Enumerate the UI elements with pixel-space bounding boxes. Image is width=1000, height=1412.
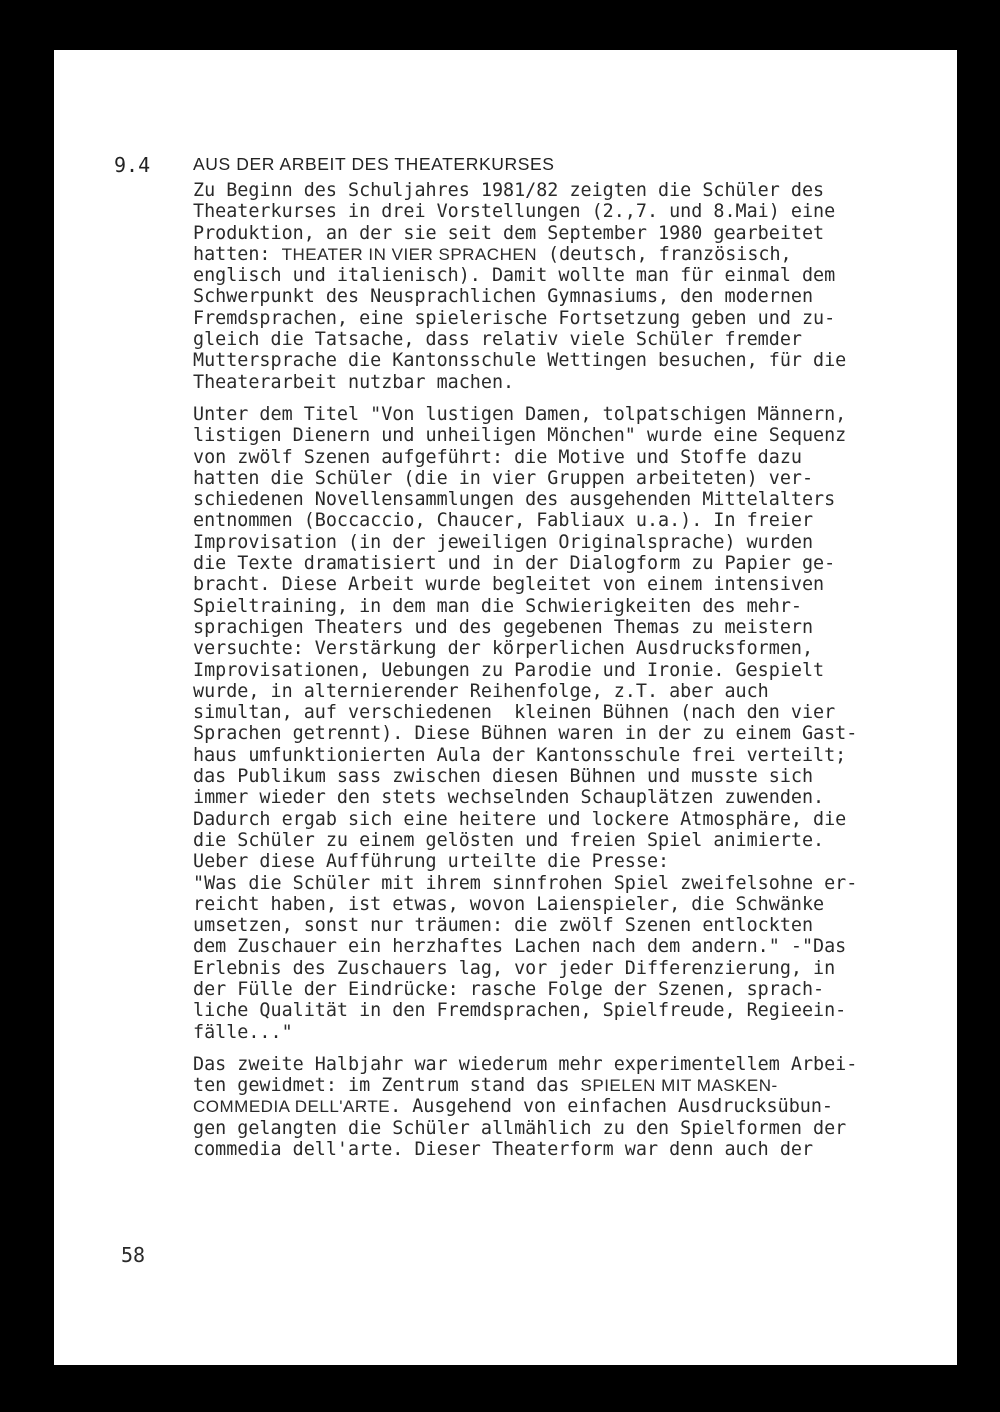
paragraph <box>193 404 963 1043</box>
text-segment: Produktion, an der sie seit dem September 1980 gearbeitet <box>193 222 825 244</box>
text-line <box>193 702 963 723</box>
text-segment: Schwerpunkt des Neusprachlichen Gymnasiums, den modernen <box>193 286 814 308</box>
text-line <box>193 489 963 510</box>
text-segment: listigen Dienern und unheiligen Mönchen" wurde eine Sequenz <box>193 425 847 447</box>
text-line <box>193 915 963 936</box>
text-segment: Muttersprache die Kantonsschule Wettingen besuchen, für die <box>193 350 847 372</box>
text-segment: Ueber diese Aufführung urteilte die Presse: <box>193 851 670 873</box>
text-line <box>193 286 963 307</box>
section-title: AUS DER ARBEIT DES THEATERKURSES <box>193 154 555 174</box>
text-line <box>193 425 963 446</box>
text-segment: (deutsch, französisch, <box>536 243 792 265</box>
page-number: 58 <box>121 1243 146 1267</box>
text-line <box>193 1022 963 1043</box>
text-segment: haus umfunktionierten Aula der Kantonsschule frei verteilt; <box>193 744 847 766</box>
text-line <box>193 265 963 286</box>
text-segment: Dadurch ergab sich eine heitere und lockere Atmosphäre, die <box>193 808 847 830</box>
text-segment: Zu Beginn des Schuljahres 1981/82 zeigten die Schüler des <box>193 180 825 201</box>
paragraph-gap <box>193 1043 963 1054</box>
text-line <box>193 329 963 350</box>
text-segment: versuchte: Verstärkung der körperlichen Ausdrucksformen, <box>193 638 814 660</box>
text-segment: Das zweite Halbjahr war wiederum mehr experimentellem Arbei- <box>193 1053 858 1075</box>
text-segment: gen gelangten die Schüler allmählich zu den Spielformen der <box>193 1117 847 1139</box>
text-segment: Improvisationen, Uebungen zu Parodie und Ironie. Gespielt <box>193 659 825 681</box>
text-segment: immer wieder den stets wechselnden Schauplätzen zuwenden. <box>193 787 825 809</box>
text-segment: Fremdsprachen, eine spielerische Fortsetzung geben und zu- <box>193 307 836 329</box>
text-segment: liche Qualität in den Fremdsprachen, Spielfreude, Regieein- <box>193 1000 847 1022</box>
text-segment: "Was die Schüler mit ihrem sinnfrohen Spiel zweifelsohne er- <box>193 872 858 894</box>
text-line <box>193 404 963 425</box>
text-segment: Theaterkurses in drei Vorstellungen (2.,7. und 8.Mai) eine <box>193 201 836 223</box>
text-line <box>193 468 963 489</box>
text-segment: gleich die Tatsache, dass relativ viele Schüler fremder <box>193 329 802 351</box>
text-segment: die Texte dramatisiert und in der Dialogform zu Papier ge- <box>193 553 836 575</box>
text-segment: Theaterarbeit nutzbar machen. <box>193 371 515 393</box>
text-line <box>193 873 963 894</box>
text-line <box>193 936 963 957</box>
section-number: 9.4 <box>114 153 151 177</box>
text-segment: hatten die Schüler (die in vier Gruppen arbeiteten) ver- <box>193 467 814 489</box>
text-line <box>193 447 963 468</box>
paragraph <box>193 1054 963 1160</box>
text-line <box>193 1000 963 1021</box>
text-line <box>193 766 963 787</box>
text-segment: von zwölf Szenen aufgeführt: die Motive und Stoffe dazu <box>193 446 802 468</box>
text-line <box>193 617 963 638</box>
text-segment: englisch und italienisch). Damit wollte man für einmal dem <box>193 265 836 287</box>
text-segment: simultan, auf verschiedenen kleinen Bühnen (nach den vier <box>193 702 836 724</box>
text-segment: Unter dem Titel "Von lustigen Damen, tolpatschigen Männern, <box>193 403 847 425</box>
text-line <box>193 894 963 915</box>
text-line <box>193 723 963 744</box>
emphasis-caps: THEATER IN VIER SPRACHEN <box>281 244 537 264</box>
text-line <box>193 979 963 1000</box>
text-line <box>193 1075 963 1096</box>
text-segment: reicht haben, ist etwas, wovon Laienspieler, die Schwänke <box>193 893 825 915</box>
text-line <box>193 681 963 702</box>
text-line <box>193 350 963 371</box>
text-line <box>193 638 963 659</box>
text-segment: sprachigen Theaters und des gegebenen Themas zu meistern <box>193 616 814 638</box>
text-line <box>193 574 963 595</box>
text-line <box>193 958 963 979</box>
paragraph-gap <box>193 393 963 404</box>
text-segment: fälle..." <box>193 1021 293 1043</box>
text-line <box>193 1054 963 1075</box>
document-page <box>54 50 957 1365</box>
text-line <box>193 1118 963 1139</box>
text-segment: . Ausgehend von einfachen Ausdrucksübun- <box>390 1096 833 1118</box>
paragraph <box>193 180 963 393</box>
emphasis-caps: SPIELEN MIT MASKEN- <box>580 1076 778 1096</box>
text-line <box>193 180 963 201</box>
text-segment: schiedenen Novellensammlungen des ausgehenden Mittelalters <box>193 489 836 511</box>
text-segment: Improvisation (in der jeweiligen Originalsprache) wurden <box>193 531 814 553</box>
text-line <box>193 1096 963 1117</box>
text-segment: ten gewidmet: im Zentrum stand das <box>193 1075 581 1097</box>
text-segment: bracht. Diese Arbeit wurde begleitet von einem intensiven <box>193 574 825 596</box>
text-line <box>193 596 963 617</box>
text-line <box>193 244 963 265</box>
text-line <box>193 809 963 830</box>
text-segment: der Fülle der Eindrücke: rasche Folge der Szenen, sprach- <box>193 978 825 1000</box>
text-segment: die Schüler zu einem gelösten und freien Spiel animierte. <box>193 829 825 851</box>
text-segment: wurde, in alternierender Reihenfolge, z.T. aber auch <box>193 680 769 702</box>
text-segment: das Publikum sass zwischen diesen Bühnen und musste sich <box>193 766 814 788</box>
text-segment: Sprachen getrennt). Diese Bühnen waren in der zu einem Gast- <box>193 723 858 745</box>
text-line <box>193 851 963 872</box>
text-segment: umsetzen, sonst nur träumen: die zwölf Szenen entlockten <box>193 915 814 937</box>
body-text <box>193 180 963 1160</box>
text-line <box>193 745 963 766</box>
text-line <box>193 1139 963 1160</box>
text-line <box>193 660 963 681</box>
emphasis-caps: COMMEDIA DELL'ARTE <box>193 1097 391 1117</box>
text-line <box>193 223 963 244</box>
text-segment: hatten: <box>193 243 282 265</box>
text-line <box>193 372 963 393</box>
text-line <box>193 308 963 329</box>
text-line <box>193 553 963 574</box>
text-segment: dem Zuschauer ein herzhaftes Lachen nach dem andern." -"Das <box>193 936 847 958</box>
text-line <box>193 830 963 851</box>
text-line <box>193 787 963 808</box>
text-segment: entnommen (Boccaccio, Chaucer, Fabliaux u.a.). In freier <box>193 510 814 532</box>
text-line <box>193 532 963 553</box>
text-segment: commedia dell'arte. Dieser Theaterform war denn auch der <box>193 1139 814 1161</box>
text-segment: Erlebnis des Zuschauers lag, vor jeder Differenzierung, in <box>193 957 836 979</box>
text-line <box>193 510 963 531</box>
text-segment: Spieltraining, in dem man die Schwierigkeiten des mehr- <box>193 595 802 617</box>
text-line <box>193 201 963 222</box>
